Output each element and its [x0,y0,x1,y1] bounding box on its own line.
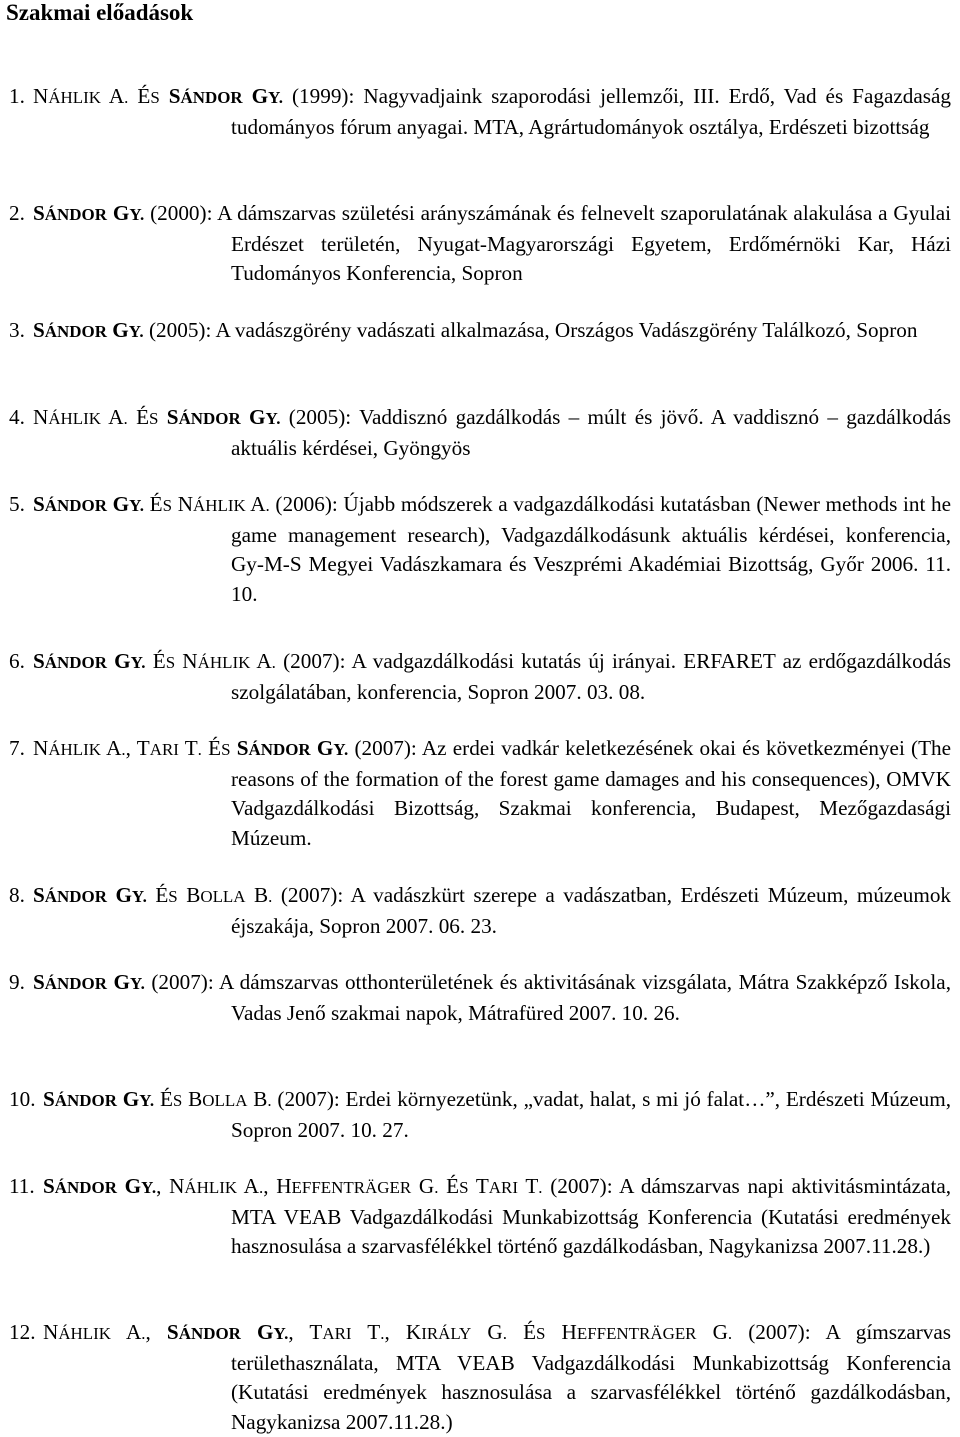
author-name: SÁNDOR GY. [33,970,145,994]
entry-number: 6. [9,649,25,673]
entry-number: 12. [9,1320,36,1344]
author-name: HEFFENTRÄGER G. [276,1174,439,1198]
author-separator: ÉS [155,883,178,907]
author-name: BOLLA B. [188,1087,272,1111]
entry-number: 11. [9,1174,35,1198]
entry-number: 9. [9,970,25,994]
entry-citation: (2007): A gímszarvas területhasználata, MTA VEAB Vadgazdálkodási Munkabizottság Konferencia (Kutatási eredmények hasznosulása a szarvasfélékkel történő gazdálkodásban, Nagykanizsa 2007.11.28.) [231,1320,952,1434]
author-name: NÁHLIK A. [182,649,276,673]
author-separator: , [288,1320,310,1344]
entry-text [33,490,951,609]
entry-authors [43,1320,732,1344]
author-name: NÁHLIK A. [33,84,129,108]
entry-authors [33,736,348,760]
entry-text [33,403,952,463]
entry-number: 5. [9,492,25,516]
author-name: NÁHLIK A. [33,736,126,760]
author-separator: , [145,1320,167,1344]
entry-citation: (2007): A dámszarvas otthonterületének és aktivitásának vizsgálata, Mátra Szakképző Iskola, Vadas Jenő szakmai napok, Mátrafüred 2007. 10. 26. [144,970,951,1025]
entry-text [33,199,952,289]
entry-number: 1. [9,84,25,108]
entry-citation: (2007): A dámszarvas napi aktivitásmintázata, MTA VEAB Vadgazdálkodási Munkabizottság Konferencia (Kutatási eredmények hasznosulása a szarvasfélékkel történő gazdálkodásban, Nagykanizsa 2007.11.28.) [231,1174,952,1258]
entry-number: 7. [9,736,25,760]
entry-number: 8. [9,883,25,907]
author-name: SÁNDOR GY. [43,1174,157,1198]
author-separator: ÉS [152,649,176,673]
entry-text [33,316,951,347]
entry-authors [33,492,270,516]
entry-text [33,82,951,142]
author-name: NÁHLIK A. [169,1174,264,1198]
entry-citation: (2005): A vadászgörény vadászati alkalmazása, Országos Vadászgörény Találkozó, Sopron [143,318,918,342]
entry-authors [43,1087,272,1111]
entry-authors [33,405,280,429]
author-name: SÁNDOR GY. [33,318,144,342]
entry-text [43,1318,952,1437]
entry-number: 4. [9,405,25,429]
entry-citation: (2005): Vaddisznó gazdálkodás – múlt és jövő. A vaddisznó – gazdálkodás aktuális kérdései, Gyöngyös [231,405,952,460]
entry-number: 3. [9,318,25,342]
author-name: NÁHLIK A. [177,492,270,516]
author-name: NÁHLIK A. [33,405,128,429]
author-name: SÁNDOR GY. [33,492,145,516]
entry-text [33,647,951,707]
entry-text [33,881,952,941]
author-separator: , [384,1320,406,1344]
author-separator: , [125,736,137,760]
author-name: TARI T. [475,1174,543,1198]
entry-text [33,734,952,853]
section-heading: Szakmai előadások [6,0,194,25]
author-name: NÁHLIK A. [43,1320,146,1344]
author-name: SÁNDOR GY. [33,649,146,673]
entry-citation: (2007): A vadgazdálkodási kutatás új irányai. ERFARET az erdőgazdálkodás szolgálatában, konferencia, Sopron 2007. 03. 08. [231,649,951,704]
author-name: SÁNDOR GY. [33,883,147,907]
entry-authors [43,1174,543,1198]
entry-authors [33,883,272,907]
entry-citation: (2007): A vadászkürt szerepe a vadászatban, Erdészeti Múzeum, múzeumok éjszakája, Sopron 2007. 06. 23. [231,883,952,938]
author-separator: ÉS [523,1320,546,1344]
author-name: SÁNDOR GY. [236,736,349,760]
author-name: SÁNDOR GY. [166,1320,289,1344]
author-separator: ÉS [159,1087,183,1111]
entry-citation: (2006): Újabb módszerek a vadgazdálkodási kutatásban (Newer methods int he game management research), Vadgazdálkodásunk aktuális kérdései, konferencia, Gy-M-S Megyei Vadászkamara és Veszprémi Akadémiai Bizottság, Győr 2006. 11. 10. [231,492,951,606]
entry-citation: (2000): A dámszarvas születési arányszámának és felnevelt szaporulatának alakulása a Gyulai Erdészet területén, Nyugat-Magyarországi Egyetem, Erdőmérnöki Kar, Házi Tudományos Konferencia, Sopron [144,201,952,285]
entry-authors [33,970,145,994]
entry-number: 10. [9,1087,36,1111]
author-separator: ÉS [149,492,173,516]
author-name: HEFFENTRÄGER G. [561,1320,733,1344]
author-separator: , [263,1174,277,1198]
entry-text [33,968,951,1028]
entry-citation: (2007): Erdei környezetünk, „vadat, halat, s mi jó falat…”, Erdészeti Múzeum, Sopron 2007. 10. 27. [231,1087,952,1142]
entry-number: 2. [9,201,25,225]
entry-authors [33,649,276,673]
author-name: SÁNDOR GY. [166,405,281,429]
entry-text [43,1172,952,1262]
author-name: SÁNDOR GY. [33,201,145,225]
author-separator: ÉS [137,84,160,108]
author-name: SÁNDOR GY. [43,1087,155,1111]
author-separator: , [156,1174,170,1198]
author-name: KIRÁLY G. [405,1320,507,1344]
entry-authors [33,201,144,225]
author-name: SÁNDOR GY. [168,84,284,108]
entry-text [43,1085,952,1145]
author-separator: ÉS [136,405,159,429]
entry-authors [33,84,283,108]
entry-citation: (2007): Az erdei vadkár keletkezésének okai és következményei (The reasons of the formation of the forest game damages and his consequences), OMVK Vadgazdálkodási Bizottság, Szakmai konferencia, Budapest, Mezőgazdasági Múzeum. [231,736,952,850]
author-separator: ÉS [208,736,231,760]
author-name: TARI T. [136,736,202,760]
author-name: BOLLA B. [186,883,273,907]
entry-authors [33,318,144,342]
entry-citation: (1999): Nagyvadjaink szaporodási jellemzői, III. Erdő, Vad és Fagazdaság tudományos fórum anyagai. MTA, Agrártudományok osztálya, Erdészeti bizottság [231,84,951,139]
author-separator: ÉS [446,1174,469,1198]
author-name: TARI T. [309,1320,385,1344]
